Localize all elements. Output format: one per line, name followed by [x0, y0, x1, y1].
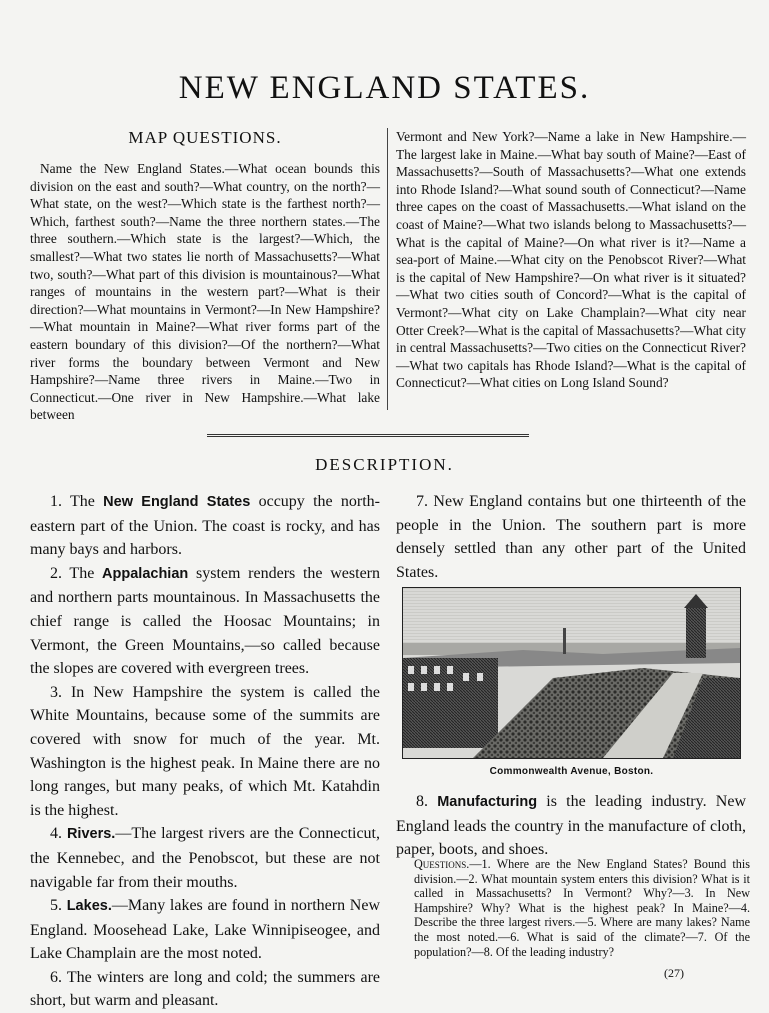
paragraph-5-text: —Many lakes are found in northern New England. Moosehead Lake, Lake Winnipiseogee, and Lake Champlain are the most noted.	[30, 897, 380, 963]
city-engraving	[403, 588, 740, 758]
page-title: NEW ENGLAND STATES.	[178, 70, 591, 106]
column-divider	[387, 128, 388, 410]
paragraph-1-text: occupy the north-eastern part of the Union. The coast is rocky, and has many bays and harbors.	[30, 493, 381, 559]
term-lakes: Lakes.	[66, 898, 112, 915]
description-right-lower	[396, 790, 746, 862]
paragraph-5	[30, 894, 380, 966]
paragraph-4-number: 4.	[50, 825, 67, 843]
paragraph-1-number: 1. The	[50, 493, 104, 510]
paragraph-7: 7. New England contains but one thirteenth of the people in the Union. The southern part is more densely settled than any other part of the United States.	[396, 493, 746, 581]
description-right-column	[396, 490, 746, 584]
paragraph-4-text: —The largest rivers are the Connecticut, the Kennebec, and the Penobscot, but these are not navigable far from their mouths.	[30, 825, 381, 891]
term-rivers: Rivers.	[66, 826, 116, 843]
term-manufacturing: Manufacturing	[437, 794, 538, 810]
questions-label: Questions.	[414, 857, 470, 871]
paragraph-8-text: is the leading industry. New England leads the country in the manufacture of cloth, paper, boots, and shoes.	[396, 793, 746, 859]
map-questions-right-text: Vermont and New York?—Name a lake in New Hampshire.—The largest lake in Maine.—What bay south of Maine?—East of Massachusetts?—South of Massachusetts?—What one extends into Rhode Island?—What sound south of Connecticut?—Name three capes on the coast of Massachusetts.—What island on the coast of Maine?—What two islands belong to Massachusetts?—What is the capital of Maine?—On what river is it?—Name a sea-port of Maine.—What city on the Penobscot River?—What is the capital of New Hampshire?—On what river is it situated?—What two cities south of Concord?—What is the capital of Vermont?—What city on Lake Champlain?—What city near Otter Creek?—What is the capital of Massachusetts?—What city in central Massachusetts?—Two cities on the Connecticut River?—What two capitals has Rhode Island?—What is the capital of Connecticut?—What cities on Long Island Sound?	[396, 129, 746, 391]
paragraph-5-number: 5.	[50, 897, 67, 915]
section-divider	[207, 434, 529, 437]
paragraph-1	[30, 490, 380, 562]
questions-text: —1. Where are the New England States? Bound this division.—2. What mountain system enters this division? What is it called in Massachusetts? In Vermont? Why?—3. In New Hampshire? Why? What is the highest peak? In Maine?—4. Describe the three largest rivers.—5. Where are many lakes? Name the most noted.—6. What is said of the climate?—7. Of the population?—8. Of the leading industry?	[414, 857, 750, 959]
page-number: (27)	[664, 966, 684, 980]
term-new-england-states: New England States	[103, 494, 251, 510]
paragraph-4	[30, 822, 380, 894]
paragraph-6: 6. The winters are long and cold; the summers are short, but warm and pleasant.	[30, 968, 380, 1010]
term-appalachian: Appalachian	[102, 565, 189, 582]
paragraph-3: 3. In New Hampshire the system is called the White Mountains, because some of the summits are covered with snow for much of the year. Mt. Washington is the highest peak. In Maine there are no long ranges, but many peaks, of which Mt. Katahdin is the highest.	[30, 683, 380, 819]
description-left-column	[30, 490, 380, 1013]
description-heading: DESCRIPTION.	[315, 455, 454, 474]
review-questions	[414, 857, 750, 959]
map-questions-heading: MAP QUESTIONS.	[128, 128, 282, 147]
map-questions-left-text: Name the New England States.—What ocean bounds this division on the east and south?—What country, on the north?—What state, on the west?—Which state is the farthest north?—Which, farthest south?—Name the three northern states.—The three southern.—Which state is the largest?—Which, the smallest?—What two states lie north of Massachusetts?—What two, south?—What part of this division is mountainous?—What ranges of mountains in the western part?—What is their direction?—What mountains in Vermont?—In New Hampshire?—What mountain in Maine?—What river forms part of the eastern boundary of this division?—Of the northern?—What river forms the boundary between Vermont and New Hampshire?—Name three rivers in Maine.—Two in Connecticut.—One river in New Hampshire.—What lake between	[30, 161, 380, 423]
paragraph-2-number: 2. The	[50, 564, 103, 582]
paragraph-2-text: system renders the western and northern parts mountainous. In Massachusetts the chief range is called the Hoosac Mountains; in Vermont, the Green Mountains,—so called because the slopes are covered with evergreen trees.	[30, 564, 380, 678]
paragraph-2	[30, 562, 380, 681]
figure-caption: Commonwealth Avenue, Boston.	[489, 766, 654, 777]
commonwealth-avenue-illustration	[402, 587, 741, 759]
paragraph-8	[396, 790, 746, 862]
paragraph-8-number: 8.	[416, 793, 438, 810]
